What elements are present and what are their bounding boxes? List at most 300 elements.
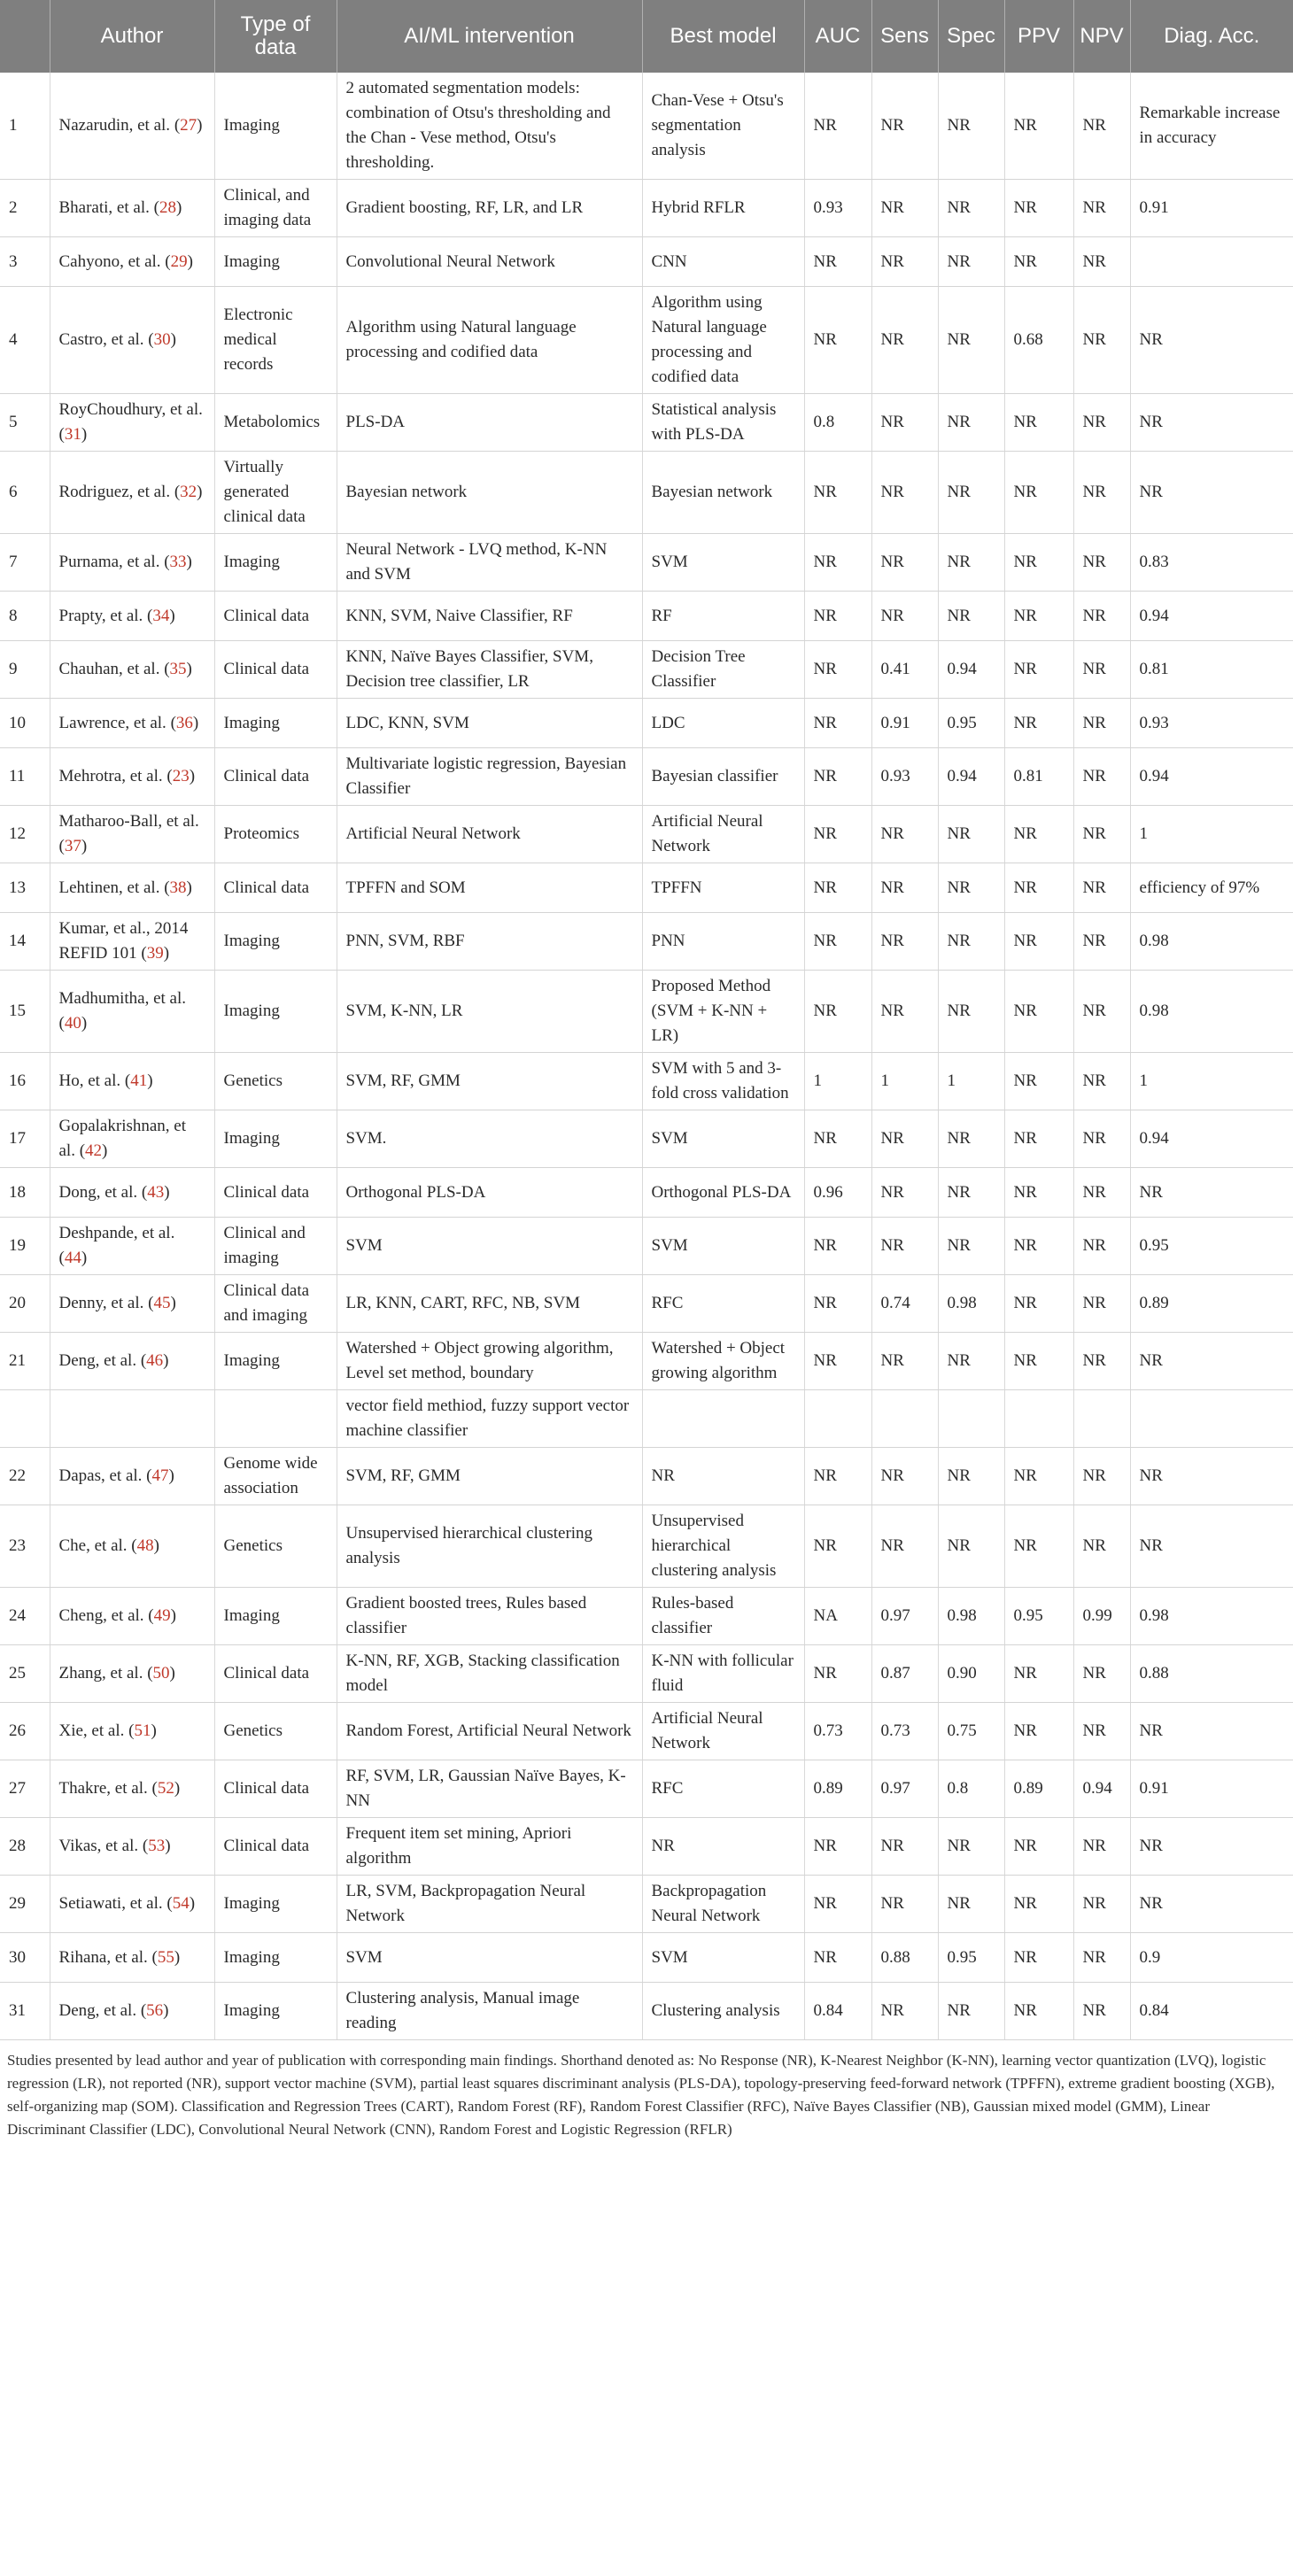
auc-cell: 0.84 bbox=[804, 1983, 871, 2040]
intervention-cell: LR, KNN, CART, RFC, NB, SVM bbox=[337, 1275, 642, 1333]
header-row bbox=[0, 0, 1293, 73]
npv-cell: NR bbox=[1073, 534, 1130, 592]
npv-cell: NR bbox=[1073, 806, 1130, 863]
table-row bbox=[0, 1448, 1293, 1505]
reference-link[interactable]: 49 bbox=[153, 1606, 171, 1625]
npv-cell: NR bbox=[1073, 1505, 1130, 1588]
ppv-cell bbox=[1004, 1390, 1073, 1448]
auc-cell: NR bbox=[804, 1275, 871, 1333]
intervention-cell: LR, SVM, Backpropagation Neural Network bbox=[337, 1876, 642, 1933]
best-model-cell: SVM with 5 and 3-fold cross validation bbox=[642, 1053, 804, 1110]
sens-cell: 0.88 bbox=[871, 1933, 938, 1983]
table-row bbox=[0, 748, 1293, 806]
row-number: 14 bbox=[0, 913, 50, 971]
author-cell: Thakre, et al. (52) bbox=[50, 1760, 214, 1818]
auc-cell: NR bbox=[804, 1876, 871, 1933]
author-cell: RoyChoudhury, et al. (31) bbox=[50, 394, 214, 452]
diag-acc-cell: efficiency of 97% bbox=[1130, 863, 1293, 913]
author-cell: Setiawati, et al. (54) bbox=[50, 1876, 214, 1933]
diag-acc-cell: 0.94 bbox=[1130, 1110, 1293, 1168]
npv-cell: NR bbox=[1073, 1876, 1130, 1933]
auc-cell: NR bbox=[804, 971, 871, 1053]
ppv-cell: NR bbox=[1004, 913, 1073, 971]
intervention-cell: SVM, RF, GMM bbox=[337, 1448, 642, 1505]
type-of-data-cell: Imaging bbox=[214, 237, 337, 287]
row-number: 15 bbox=[0, 971, 50, 1053]
sens-cell: NR bbox=[871, 1110, 938, 1168]
table-row bbox=[0, 1703, 1293, 1760]
intervention-cell: Neural Network - LVQ method, K-NN and SVM bbox=[337, 534, 642, 592]
row-number: 24 bbox=[0, 1588, 50, 1645]
auc-cell: NR bbox=[804, 287, 871, 394]
author-name: Matharoo-Ball, et al. bbox=[58, 812, 199, 831]
auc-cell: NR bbox=[804, 1818, 871, 1876]
sens-cell: 0.73 bbox=[871, 1703, 938, 1760]
reference-link[interactable]: 23 bbox=[172, 767, 190, 785]
ppv-cell: NR bbox=[1004, 534, 1073, 592]
spec-cell: NR bbox=[938, 73, 1004, 180]
reference-link[interactable]: 50 bbox=[152, 1664, 170, 1683]
sens-cell: 0.74 bbox=[871, 1275, 938, 1333]
spec-cell: NR bbox=[938, 806, 1004, 863]
type-of-data-cell: Genetics bbox=[214, 1053, 337, 1110]
npv-cell: NR bbox=[1073, 1645, 1130, 1703]
ppv-cell: 0.95 bbox=[1004, 1588, 1073, 1645]
npv-cell: NR bbox=[1073, 73, 1130, 180]
reference-link[interactable]: 47 bbox=[151, 1466, 169, 1485]
table-row bbox=[0, 180, 1293, 237]
author-name: RoyChoudhury, et al. bbox=[58, 400, 203, 419]
best-model-cell: TPFFN bbox=[642, 863, 804, 913]
row-number: 12 bbox=[0, 806, 50, 863]
npv-cell: NR bbox=[1073, 592, 1130, 641]
author-cell: Che, et al. (48) bbox=[50, 1505, 214, 1588]
table-row bbox=[0, 1760, 1293, 1818]
spec-cell: NR bbox=[938, 287, 1004, 394]
npv-cell: NR bbox=[1073, 1333, 1130, 1390]
auc-cell: NR bbox=[804, 863, 871, 913]
best-model-cell: SVM bbox=[642, 1110, 804, 1168]
reference-link[interactable]: 38 bbox=[169, 878, 187, 897]
row-number: 21 bbox=[0, 1333, 50, 1390]
reference-link[interactable]: 54 bbox=[172, 1894, 190, 1913]
table-row bbox=[0, 394, 1293, 452]
auc-cell: NR bbox=[804, 1933, 871, 1983]
intervention-cell: Orthogonal PLS-DA bbox=[337, 1168, 642, 1218]
author-name: Denny, et al. bbox=[58, 1294, 144, 1312]
reference-link[interactable]: 29 bbox=[170, 251, 188, 271]
row-number: 16 bbox=[0, 1053, 50, 1110]
diag-acc-cell: 0.91 bbox=[1130, 1760, 1293, 1818]
sens-cell: NR bbox=[871, 1218, 938, 1275]
row-number: 3 bbox=[0, 237, 50, 287]
author-cell: Mehrotra, et al. (23) bbox=[50, 748, 214, 806]
author-name: Xie, et al. bbox=[58, 1721, 125, 1740]
reference-link[interactable]: 43 bbox=[147, 1182, 165, 1202]
sens-cell: NR bbox=[871, 1505, 938, 1588]
npv-cell: NR bbox=[1073, 1275, 1130, 1333]
author-name: Nazarudin, et al. bbox=[58, 116, 171, 135]
spec-cell: NR bbox=[938, 1110, 1004, 1168]
auc-cell: NR bbox=[804, 237, 871, 287]
reference-link[interactable]: 51 bbox=[134, 1721, 151, 1740]
sens-cell: NR bbox=[871, 863, 938, 913]
table-footnote: Studies presented by lead author and year of publication with corresponding main findings. Shorthand denoted as: No Response (NR), K-Nearest Neighbor (K-NN), learning vector quantization (LVQ), logistic regression (LR), not reported (NR), support vector machine (SVM), partial least squares discriminant analysis (PLS-DA), topology-preserving feed-forward network (TPFFN), extreme gradient boosting (XGB), self-organizing map (SOM). Classification and Regression Trees (CART), Random Forest (RF), Random Forest Classifier (RFC), Naïve Bayes Classifier (NB), Gaussian mixed model (GMM), Linear Discriminant Classifier (LDC), Convolutional Neural Network (CNN), Random Forest and Logistic Regression (RFLR) bbox=[7, 2052, 1275, 2138]
sens-cell: 0.91 bbox=[871, 699, 938, 748]
best-model-cell: Artificial Neural Network bbox=[642, 806, 804, 863]
intervention-cell: Algorithm using Natural language processing and codified data bbox=[337, 287, 642, 394]
sens-cell: NR bbox=[871, 237, 938, 287]
best-model-cell: LDC bbox=[642, 699, 804, 748]
author-name: Lawrence, et al. bbox=[58, 713, 166, 732]
ppv-cell: 0.68 bbox=[1004, 287, 1073, 394]
best-model-cell: RFC bbox=[642, 1760, 804, 1818]
diag-acc-cell: 0.98 bbox=[1130, 971, 1293, 1053]
spec-cell: NR bbox=[938, 1983, 1004, 2040]
author-name: Chauhan, et al. bbox=[58, 660, 160, 678]
diag-acc-cell: NR bbox=[1130, 1333, 1293, 1390]
row-number: 9 bbox=[0, 641, 50, 699]
author-name: Prapty, et al. bbox=[58, 606, 143, 625]
author-cell: Purnama, et al. (33) bbox=[50, 534, 214, 592]
spec-cell: NR bbox=[938, 913, 1004, 971]
best-model-cell: Chan-Vese + Otsu's segmentation analysis bbox=[642, 73, 804, 180]
author-cell: Rihana, et al. (55) bbox=[50, 1933, 214, 1983]
intervention-cell: LDC, KNN, SVM bbox=[337, 699, 642, 748]
table-row bbox=[0, 1218, 1293, 1275]
header-number bbox=[0, 0, 50, 73]
reference-link[interactable]: 35 bbox=[169, 660, 187, 678]
type-of-data-cell: Genetics bbox=[214, 1505, 337, 1588]
table-row bbox=[0, 913, 1293, 971]
table-row bbox=[0, 1333, 1293, 1390]
author-cell: Rodriguez, et al. (32) bbox=[50, 452, 214, 534]
sens-cell: 0.87 bbox=[871, 1645, 938, 1703]
npv-cell: NR bbox=[1073, 971, 1130, 1053]
ppv-cell: 0.81 bbox=[1004, 748, 1073, 806]
spec-cell: NR bbox=[938, 394, 1004, 452]
intervention-cell: Multivariate logistic regression, Bayesian Classifier bbox=[337, 748, 642, 806]
author-name: Deng, et al. bbox=[58, 1351, 137, 1370]
auc-cell: NR bbox=[804, 592, 871, 641]
type-of-data-cell: Clinical data and imaging bbox=[214, 1275, 337, 1333]
auc-cell: NR bbox=[804, 1448, 871, 1505]
npv-cell: NR bbox=[1073, 1218, 1130, 1275]
auc-cell: 1 bbox=[804, 1053, 871, 1110]
sens-cell: NR bbox=[871, 452, 938, 534]
header-best-model: Best model bbox=[642, 0, 804, 73]
author-name: Mehrotra, et al. bbox=[58, 767, 163, 785]
author-cell: Cheng, et al. (49) bbox=[50, 1588, 214, 1645]
best-model-cell bbox=[642, 1390, 804, 1448]
intervention-cell: Frequent item set mining, Apriori algorithm bbox=[337, 1818, 642, 1876]
auc-cell: 0.8 bbox=[804, 394, 871, 452]
intervention-cell: Gradient boosting, RF, LR, and LR bbox=[337, 180, 642, 237]
author-name: Rihana, et al. bbox=[58, 1947, 148, 1967]
best-model-cell: NR bbox=[642, 1448, 804, 1505]
author-cell: Castro, et al. (30) bbox=[50, 287, 214, 394]
auc-cell: NR bbox=[804, 1505, 871, 1588]
row-number: 23 bbox=[0, 1505, 50, 1588]
sens-cell: 0.41 bbox=[871, 641, 938, 699]
reference-link[interactable]: 41 bbox=[130, 1071, 148, 1090]
row-number: 5 bbox=[0, 394, 50, 452]
reference-link[interactable]: 52 bbox=[157, 1779, 174, 1798]
diag-acc-cell: Remarkable increase in accuracy bbox=[1130, 73, 1293, 180]
intervention-cell: SVM bbox=[337, 1933, 642, 1983]
best-model-cell: Algorithm using Natural language processing and codified data bbox=[642, 287, 804, 394]
spec-cell: 0.95 bbox=[938, 1933, 1004, 1983]
spec-cell: NR bbox=[938, 863, 1004, 913]
auc-cell: 0.89 bbox=[804, 1760, 871, 1818]
sens-cell: NR bbox=[871, 1448, 938, 1505]
diag-acc-cell: 0.94 bbox=[1130, 748, 1293, 806]
best-model-cell: CNN bbox=[642, 237, 804, 287]
author-name: Dapas, et al. bbox=[58, 1466, 143, 1485]
header-npv: NPV bbox=[1073, 0, 1130, 73]
best-model-cell: Bayesian classifier bbox=[642, 748, 804, 806]
best-model-cell: NR bbox=[642, 1818, 804, 1876]
author-name: Kumar, et al., 2014 REFID 101 bbox=[58, 919, 189, 963]
ppv-cell: NR bbox=[1004, 1983, 1073, 2040]
sens-cell: 0.97 bbox=[871, 1760, 938, 1818]
author-name: Cheng, et al. bbox=[58, 1606, 144, 1625]
ppv-cell: NR bbox=[1004, 1505, 1073, 1588]
type-of-data-cell: Clinical data bbox=[214, 641, 337, 699]
diag-acc-cell: 0.83 bbox=[1130, 534, 1293, 592]
spec-cell: 0.75 bbox=[938, 1703, 1004, 1760]
spec-cell: NR bbox=[938, 1818, 1004, 1876]
spec-cell: NR bbox=[938, 1876, 1004, 1933]
table-row bbox=[0, 534, 1293, 592]
diag-acc-cell: 0.89 bbox=[1130, 1275, 1293, 1333]
diag-acc-cell: 0.84 bbox=[1130, 1983, 1293, 2040]
reference-link[interactable]: 28 bbox=[159, 198, 176, 217]
ppv-cell: NR bbox=[1004, 641, 1073, 699]
spec-cell: NR bbox=[938, 592, 1004, 641]
npv-cell: NR bbox=[1073, 1933, 1130, 1983]
intervention-cell: 2 automated segmentation models: combination of Otsu's thresholding and the Chan - Vese method, Otsu's thresholding. bbox=[337, 73, 642, 180]
table-body bbox=[0, 73, 1293, 2040]
spec-cell: 0.95 bbox=[938, 699, 1004, 748]
author-cell bbox=[50, 1390, 214, 1448]
reference-link[interactable]: 45 bbox=[153, 1294, 171, 1312]
best-model-cell: Proposed Method (SVM + K-NN + LR) bbox=[642, 971, 804, 1053]
reference-link[interactable]: 39 bbox=[146, 944, 164, 963]
ppv-cell: NR bbox=[1004, 863, 1073, 913]
header-type-of-data: Type of data bbox=[214, 0, 337, 73]
row-number: 18 bbox=[0, 1168, 50, 1218]
header-sens: Sens bbox=[871, 0, 938, 73]
npv-cell: NR bbox=[1073, 1110, 1130, 1168]
type-of-data-cell: Clinical data bbox=[214, 1168, 337, 1218]
author-cell: Lehtinen, et al. (38) bbox=[50, 863, 214, 913]
type-of-data-cell: Clinical data bbox=[214, 1645, 337, 1703]
row-number: 4 bbox=[0, 287, 50, 394]
intervention-cell: Convolutional Neural Network bbox=[337, 237, 642, 287]
table-row bbox=[0, 1983, 1293, 2040]
best-model-cell: SVM bbox=[642, 1933, 804, 1983]
row-number: 13 bbox=[0, 863, 50, 913]
diag-acc-cell: 0.93 bbox=[1130, 699, 1293, 748]
auc-cell: NR bbox=[804, 748, 871, 806]
row-number: 28 bbox=[0, 1818, 50, 1876]
author-name: Dong, et al. bbox=[58, 1182, 138, 1202]
spec-cell: NR bbox=[938, 1448, 1004, 1505]
table-row bbox=[0, 641, 1293, 699]
auc-cell bbox=[804, 1390, 871, 1448]
row-number: 30 bbox=[0, 1933, 50, 1983]
spec-cell: NR bbox=[938, 1218, 1004, 1275]
reference-link[interactable]: 48 bbox=[136, 1536, 154, 1555]
table-row bbox=[0, 806, 1293, 863]
ppv-cell: NR bbox=[1004, 699, 1073, 748]
author-name: Cahyono, et al. bbox=[58, 251, 161, 271]
author-cell: Madhumitha, et al. (40) bbox=[50, 971, 214, 1053]
diag-acc-cell: 0.81 bbox=[1130, 641, 1293, 699]
reference-link[interactable]: 27 bbox=[180, 116, 197, 135]
table-row bbox=[0, 1110, 1293, 1168]
reference-link[interactable]: 33 bbox=[169, 553, 187, 571]
best-model-cell: Clustering analysis bbox=[642, 1983, 804, 2040]
type-of-data-cell bbox=[214, 1390, 337, 1448]
row-number: 17 bbox=[0, 1110, 50, 1168]
reference-link[interactable]: 46 bbox=[146, 1351, 164, 1370]
intervention-cell: KNN, SVM, Naive Classifier, RF bbox=[337, 592, 642, 641]
best-model-cell: Hybrid RFLR bbox=[642, 180, 804, 237]
diag-acc-cell: NR bbox=[1130, 1505, 1293, 1588]
header-author: Author bbox=[50, 0, 214, 73]
reference-link[interactable]: 53 bbox=[148, 1837, 166, 1855]
author-name: Castro, et al. bbox=[58, 330, 144, 349]
diag-acc-cell: 0.88 bbox=[1130, 1645, 1293, 1703]
reference-link[interactable]: 31 bbox=[64, 425, 81, 444]
best-model-cell: PNN bbox=[642, 913, 804, 971]
row-number: 6 bbox=[0, 452, 50, 534]
diag-acc-cell: 0.95 bbox=[1130, 1218, 1293, 1275]
npv-cell: NR bbox=[1073, 863, 1130, 913]
author-name: Vikas, et al. bbox=[58, 1837, 139, 1855]
intervention-cell: RF, SVM, LR, Gaussian Naïve Bayes, K-NN bbox=[337, 1760, 642, 1818]
npv-cell: NR bbox=[1073, 452, 1130, 534]
diag-acc-cell: 0.98 bbox=[1130, 913, 1293, 971]
sens-cell: NR bbox=[871, 534, 938, 592]
intervention-cell: SVM. bbox=[337, 1110, 642, 1168]
reference-link[interactable]: 44 bbox=[64, 1249, 81, 1267]
type-of-data-cell: Clinical data bbox=[214, 748, 337, 806]
npv-cell: NR bbox=[1073, 1448, 1130, 1505]
reference-link[interactable]: 32 bbox=[180, 483, 197, 501]
reference-link[interactable]: 56 bbox=[146, 2001, 164, 2020]
reference-link[interactable]: 55 bbox=[157, 1947, 174, 1967]
type-of-data-cell: Clinical data bbox=[214, 592, 337, 641]
sens-cell: NR bbox=[871, 394, 938, 452]
diag-acc-cell: NR bbox=[1130, 1168, 1293, 1218]
type-of-data-cell: Electronic medical records bbox=[214, 287, 337, 394]
author-cell: Dong, et al. (43) bbox=[50, 1168, 214, 1218]
row-number: 10 bbox=[0, 699, 50, 748]
intervention-cell: K-NN, RF, XGB, Stacking classification model bbox=[337, 1645, 642, 1703]
table-row bbox=[0, 1645, 1293, 1703]
author-cell: Deshpande, et al. (44) bbox=[50, 1218, 214, 1275]
reference-link[interactable]: 34 bbox=[152, 606, 170, 625]
best-model-cell: Statistical analysis with PLS-DA bbox=[642, 394, 804, 452]
type-of-data-cell: Imaging bbox=[214, 1110, 337, 1168]
author-cell: Lawrence, et al. (36) bbox=[50, 699, 214, 748]
author-cell: Ho, et al. (41) bbox=[50, 1053, 214, 1110]
reference-link[interactable]: 40 bbox=[64, 1014, 81, 1033]
type-of-data-cell: Proteomics bbox=[214, 806, 337, 863]
row-number bbox=[0, 1390, 50, 1448]
reference-link[interactable]: 36 bbox=[175, 713, 193, 732]
table-row bbox=[0, 1390, 1293, 1448]
npv-cell: NR bbox=[1073, 1053, 1130, 1110]
table-row bbox=[0, 452, 1293, 534]
row-number: 19 bbox=[0, 1218, 50, 1275]
auc-cell: NR bbox=[804, 452, 871, 534]
row-number: 11 bbox=[0, 748, 50, 806]
type-of-data-cell: Virtually generated clinical data bbox=[214, 452, 337, 534]
reference-link[interactable]: 30 bbox=[153, 330, 171, 349]
spec-cell: NR bbox=[938, 971, 1004, 1053]
sens-cell: NR bbox=[871, 1333, 938, 1390]
author-cell: Zhang, et al. (50) bbox=[50, 1645, 214, 1703]
npv-cell: NR bbox=[1073, 237, 1130, 287]
type-of-data-cell: Imaging bbox=[214, 913, 337, 971]
ppv-cell: NR bbox=[1004, 1168, 1073, 1218]
intervention-cell: KNN, Naïve Bayes Classifier, SVM, Decision tree classifier, LR bbox=[337, 641, 642, 699]
ppv-cell: NR bbox=[1004, 237, 1073, 287]
author-name: Deng, et al. bbox=[58, 2001, 137, 2020]
npv-cell bbox=[1073, 1390, 1130, 1448]
ppv-cell: NR bbox=[1004, 452, 1073, 534]
type-of-data-cell: Genome wide association bbox=[214, 1448, 337, 1505]
author-cell: Dapas, et al. (47) bbox=[50, 1448, 214, 1505]
row-number: 22 bbox=[0, 1448, 50, 1505]
ppv-cell: NR bbox=[1004, 394, 1073, 452]
author-cell: Gopalakrishnan, et al. (42) bbox=[50, 1110, 214, 1168]
author-cell: Cahyono, et al. (29) bbox=[50, 237, 214, 287]
ppv-cell: NR bbox=[1004, 592, 1073, 641]
author-name: Ho, et al. bbox=[58, 1071, 121, 1090]
author-name: Thakre, et al. bbox=[58, 1779, 148, 1798]
reference-link[interactable]: 42 bbox=[85, 1141, 103, 1160]
ppv-cell: NR bbox=[1004, 1218, 1073, 1275]
row-number: 20 bbox=[0, 1275, 50, 1333]
intervention-cell: PLS-DA bbox=[337, 394, 642, 452]
auc-cell: NR bbox=[804, 699, 871, 748]
auc-cell: NR bbox=[804, 1645, 871, 1703]
sens-cell: NR bbox=[871, 592, 938, 641]
spec-cell: 1 bbox=[938, 1053, 1004, 1110]
auc-cell: NR bbox=[804, 641, 871, 699]
spec-cell: NR bbox=[938, 1333, 1004, 1390]
author-name: Bharati, et al. bbox=[58, 198, 150, 217]
diag-acc-cell bbox=[1130, 1390, 1293, 1448]
best-model-cell: RF bbox=[642, 592, 804, 641]
diag-acc-cell: NR bbox=[1130, 1876, 1293, 1933]
row-number: 7 bbox=[0, 534, 50, 592]
ppv-cell: NR bbox=[1004, 1275, 1073, 1333]
intervention-cell: Watershed + Object growing algorithm, Level set method, boundary bbox=[337, 1333, 642, 1390]
auc-cell: NR bbox=[804, 1110, 871, 1168]
table-row bbox=[0, 592, 1293, 641]
type-of-data-cell: Imaging bbox=[214, 971, 337, 1053]
reference-link[interactable]: 37 bbox=[64, 837, 81, 855]
row-number: 29 bbox=[0, 1876, 50, 1933]
author-cell: Deng, et al. (56) bbox=[50, 1983, 214, 2040]
type-of-data-cell: Imaging bbox=[214, 699, 337, 748]
